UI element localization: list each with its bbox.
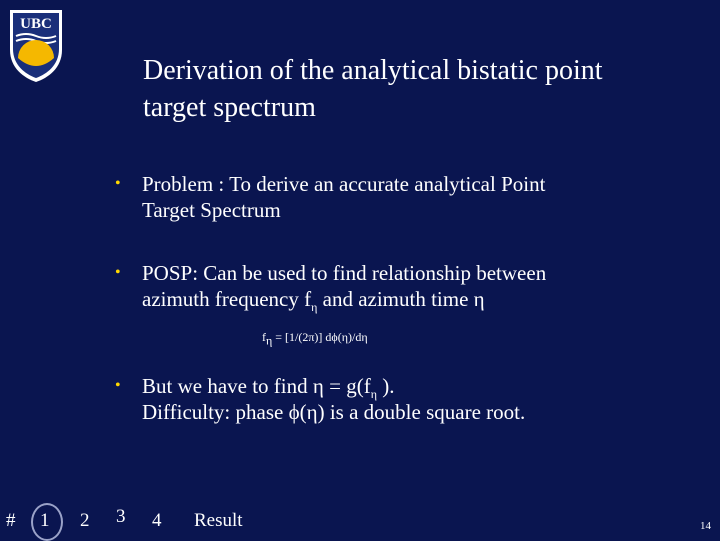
bullet-text-line-1: But we have to find $\eta = g(f_\eta$ ). (142, 374, 395, 402)
bullet-text-line-2: Difficulty: phase ϕ(η) is a double square root. (142, 400, 526, 424)
bullet-dot: • (115, 175, 121, 192)
bullet-text-line-1: Problem : To derive an accurate analytical Point (142, 172, 546, 196)
formula: $f_\eta = [1/(2\pi)]$ dϕ(η)/dη (262, 330, 368, 348)
title-line-1: Derivation of the analytical bistatic point (143, 55, 603, 86)
bullet-dot: • (115, 264, 121, 281)
footer-hash: # (6, 510, 16, 531)
bullet-text-line-2: Target Spectrum (142, 198, 281, 222)
bullet-text-line-1: POSP: Can be used to find relationship between (142, 261, 547, 285)
slide-title (143, 52, 703, 126)
page-number: 14 (700, 520, 711, 532)
ubc-logo (8, 8, 64, 84)
bullet-dot: • (115, 377, 121, 394)
title-line-2: target spectrum (143, 92, 316, 123)
nav-link-1[interactable]: 1 (40, 510, 50, 531)
bullet-text-line-2: azimuth frequency $f_\eta$ and azimuth time η (142, 287, 485, 315)
nav-link-4[interactable]: 4 (152, 510, 162, 531)
nav-link-3[interactable]: 3 (116, 506, 126, 527)
nav-link-result[interactable]: Result (194, 510, 243, 531)
logo-text: UBC (20, 16, 52, 32)
nav-link-2[interactable]: 2 (80, 510, 90, 531)
